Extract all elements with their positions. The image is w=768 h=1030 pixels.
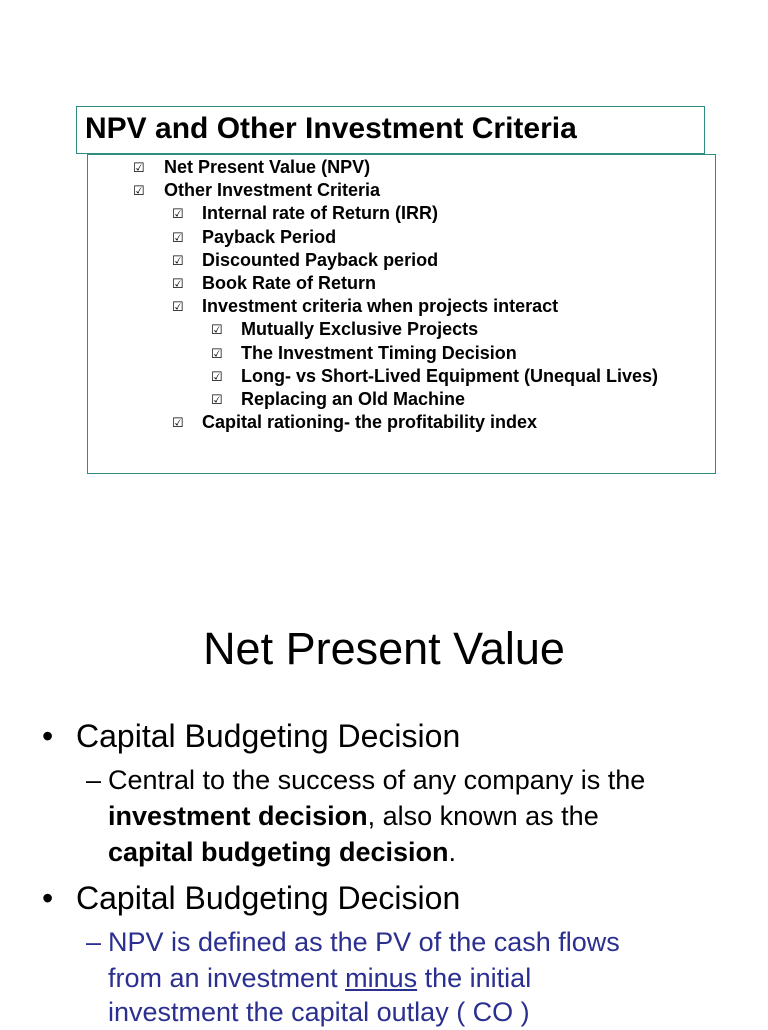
checkbox-icon: ☑ — [133, 160, 145, 175]
outline-item-text: Book Rate of Return — [202, 272, 377, 293]
text-run: from an investment — [108, 963, 346, 993]
checkbox-icon: ☑ — [211, 368, 223, 384]
outline-item — [0, 365, 768, 388]
outline-item — [0, 156, 768, 179]
sub-bullet — [0, 762, 768, 872]
text-run: the initial — [417, 963, 532, 993]
outline-item — [0, 202, 768, 225]
title-frame — [76, 106, 705, 154]
outline-item — [0, 249, 768, 272]
outline-item-text: Replacing an Old Machine — [241, 388, 466, 409]
checkbox-icon: ☑ — [172, 275, 184, 291]
outline-item — [0, 226, 768, 249]
outline-item-text: Net Present Value (NPV) — [164, 157, 371, 177]
bold-term: capital budgeting decision — [108, 837, 449, 867]
bullet-icon: • — [42, 880, 54, 916]
checkbox-icon: ☑ — [172, 206, 184, 222]
checkbox-icon: ☑ — [211, 391, 223, 407]
sub-bullet-line: NPV is defined as the PV of the cash flows — [108, 927, 620, 957]
text-run: , also known as the — [367, 801, 599, 831]
outline-item-text: Capital rationing- the profitability index — [202, 412, 538, 433]
outline-item — [0, 295, 768, 318]
sub-bullet-line — [108, 960, 531, 996]
criteria-outline — [0, 156, 768, 434]
dash-icon: – — [86, 927, 102, 957]
checkbox-icon: ☑ — [133, 183, 145, 199]
outline-item — [0, 179, 768, 202]
checkbox-icon: ☑ — [172, 229, 184, 245]
sub-bullet — [0, 924, 768, 1027]
outline-item-text: Other Investment Criteria — [164, 180, 381, 201]
outline-item-text: Payback Period — [202, 226, 337, 247]
outline-item-text: The Investment Timing Decision — [241, 342, 517, 363]
slide2-title: Net Present Value — [203, 623, 565, 674]
sub-bullet-line: Central to the success of any company is the — [108, 765, 646, 795]
sub-bullet-line — [108, 798, 599, 834]
outline-item-text: Long- vs Short-Lived Equipment (Unequal Lives) — [241, 365, 659, 386]
outline-item — [0, 342, 768, 365]
underlined-term: minus — [345, 963, 418, 993]
outline-item — [0, 318, 768, 341]
checkbox-icon: ☑ — [172, 415, 184, 431]
outline-item — [0, 388, 768, 411]
bullet-label: Capital Budgeting Decision — [76, 880, 461, 916]
bold-term: investment decision — [108, 801, 368, 831]
text-run: . — [448, 837, 457, 867]
outline-item-text: Discounted Payback period — [202, 249, 439, 270]
bullet-label: Capital Budgeting Decision — [76, 718, 461, 754]
checkbox-icon: ☑ — [211, 345, 223, 361]
checkbox-icon: ☑ — [172, 252, 184, 268]
outline-item-text: Investment criteria when projects interact — [202, 296, 559, 317]
bullet-icon: • — [42, 718, 54, 754]
dash-icon: – — [86, 765, 102, 795]
checkbox-icon: ☑ — [172, 299, 184, 315]
outline-item — [0, 272, 768, 295]
outline-item-text: Mutually Exclusive Projects — [241, 319, 479, 340]
sub-bullet-line — [108, 834, 456, 870]
outline-item — [0, 411, 768, 434]
slide1-title: NPV and Other Investment Criteria — [85, 112, 577, 145]
checkbox-icon: ☑ — [211, 322, 223, 338]
outline-item-text: Internal rate of Return (IRR) — [202, 203, 439, 224]
sub-bullet-line: investment the capital outlay ( CO ) — [108, 997, 530, 1027]
